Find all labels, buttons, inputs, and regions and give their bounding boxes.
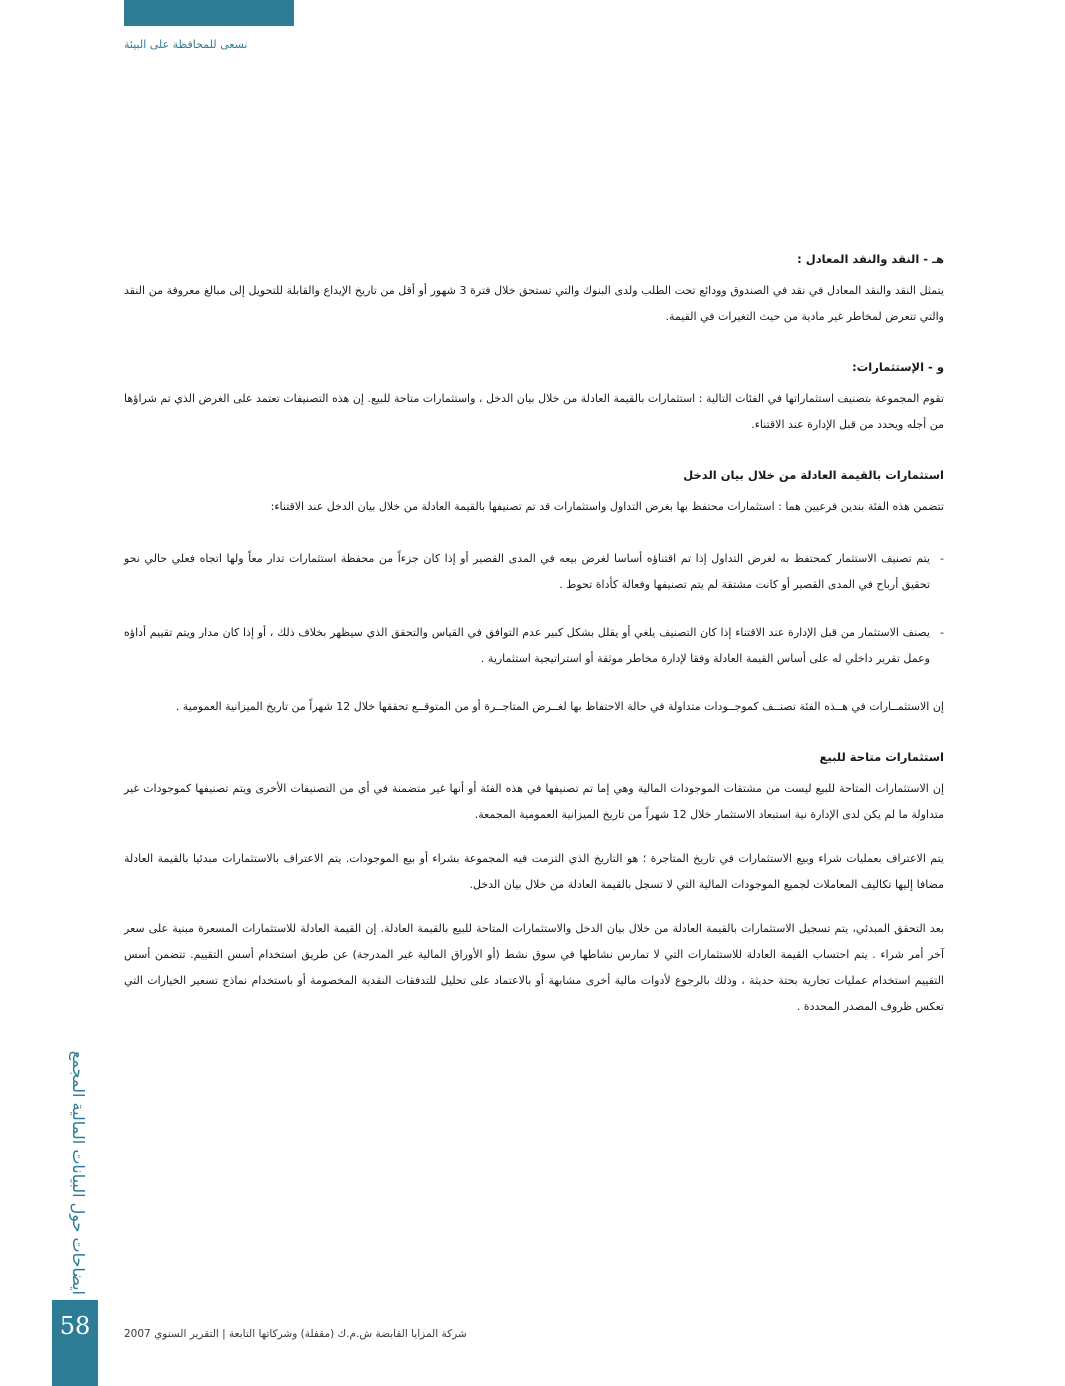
fvtpl-bullet-1 <box>124 546 944 598</box>
page-number: 58 <box>59 1312 91 1340</box>
fvtpl-bullet-2-text: يصنف الاستثمار من قبل الإدارة عند الاقتناء إذا كان التصنيف يلغي أو يقلل بشكل كبير عدم التوافق في القياس والتحقق الذي سيظهر بخلاف ذلك ، أو إذا كان مدار ويتم تقييم أداؤه وعمل تقرير داخلي له على أساس القيمة العادلة وفقا لإدارة مخاطر موثقة أو استراتيجية استثمارية . <box>124 626 930 665</box>
afs-paragraph-2: يتم الاعتراف بعمليات شراء وبيع الاستثمارات في تاريخ المتاجرة ؛ هو التاريخ الذي التزمت فيه المجموعة بشراء أو بيع الموجودات. يتم الاعتراف بالاستثمارات مبدئيا بالقيمة العادلة مضافا إليها تكاليف المعاملات لجميع الموجودات المالية التي لا تسجل بالقيمة العادلة من خلال بيان الدخل. <box>124 852 944 891</box>
fvtpl-heading: استثمارات بالقيمة العادلة من خلال بيان الدخل <box>683 468 944 482</box>
side-section-title-text: ايضاحات حول البيانات المالية المجمع <box>69 1050 88 1295</box>
fvtpl-paragraph: تتضمن هذه الفئة بندين فرعيين هما : استثمارات محتفظ بها بغرض التداول واستثمارات قد تم تصنيفها بالقيمة العادلة من خلال بيان الدخل عند الاقتناء: <box>270 500 944 513</box>
header-tagline: نسعى للمحافظة على البيئة <box>124 38 248 51</box>
afs-paragraph-3: بعد التحقق المبدئي، يتم تسجيل الاستثمارات بالقيمة العادلة من خلال بيان الدخل والاستثمارات المتاحة للبيع بالقيمة العادلة. إن القيمة العادلة للاستثمارات المسعرة مبنية على سعر آخر أمر شراء . يتم احتساب القيمة العادلة للاستثمارات التي لا تمارس نشاطها في سوق نشط (أو الأوراق المالية غير المدرجة) عن طريق استخدام أسس التقييم. تتضمن أسس التقييم استخدام عمليات تجارية بحتة حديثة ، وذلك بالرجوع لأدوات مالية أخرى مشابهة أو بالاعتماد على تحليل للتدفقات النقدية المخصومة أو باستخدام نماذج تسعير الخيارات التي تعكس ظروف المصدر المحددة . <box>124 922 944 1013</box>
bullet-dash: - <box>940 552 944 565</box>
footer-text: شركة المزايا القابضة ش.م.ك (مقفلة) وشركاتها التابعة | التقرير السنوي 2007 <box>124 1328 467 1340</box>
investments-heading: و - الإستثمارات: <box>852 360 944 374</box>
afs-paragraph-1: إن الاستثمارات المتاحة للبيع ليست من مشتقات الموجودات المالية وهي إما تم تصنيفها في هذه الفئة أو أنها غير متضمنة في أي من التصنيفات الأخرى ويتم تصنيفها كموجودات غير متداولة ما لم يكن لدى الإدارة نية استبعاد الاستثمار خلال 12 شهراً من تاريخ الميزانية العمومية المجمعة. <box>124 782 944 821</box>
afs-heading: استثمارات متاحة للبيع <box>819 750 944 764</box>
main-content <box>124 248 944 1038</box>
fvtpl-bullet-1-text: يتم تصنيف الاستثمار كمحتفظ به لغرض التداول إذا تم اقتناؤه أساسا لغرض بيعه في المدى القصير أو إذا كان جزءاً من محفظة استثمارات تدار معاً ولها اتجاه فعلي حالي نحو تحقيق أرباح في المدى القصير أو كانت مشتقة لم يتم تصنيفها وفعالة كأداة تحوط . <box>124 552 930 591</box>
fvtpl-current-paragraph: إن الاستثمــارات في هــذه الفئة تصنــف كموجــودات متداولة في حالة الاحتفاظ بها لغــرض المتاجــرة أو من المتوقــع تحققها خلال 12 شهراً من تاريخ الميزانية العمومية . <box>175 700 944 713</box>
investments-paragraph: تقوم المجموعة بتصنيف استثماراتها في الفئات التالية : استثمارات بالقيمة العادلة من خلال بيان الدخل ، واستثمارات متاحة للبيع. إن هذه التصنيفات تعتمد على الغرض الذي تم شراؤها من أجله ويحدد من قبل الإدارة عند الاقتناء. <box>124 392 944 431</box>
fvtpl-bullet-2 <box>124 620 944 672</box>
cash-paragraph: يتمثل النقد والنقد المعادل في نقد في الصندوق وودائع تحت الطلب ولدى البنوك والتي تستحق خلال فترة 3 شهور أو أقل من تاريخ الإيداع والقابلة للتحويل إلى مبالغ معروفة من النقد والتي تتعرض لمخاطر غير مادية من حيث التغيرات في القيمة. <box>124 284 944 323</box>
header-color-band <box>124 0 294 26</box>
bullet-dash: - <box>940 626 944 639</box>
cash-heading: هـ - النقد والنقد المعادل : <box>797 252 944 266</box>
